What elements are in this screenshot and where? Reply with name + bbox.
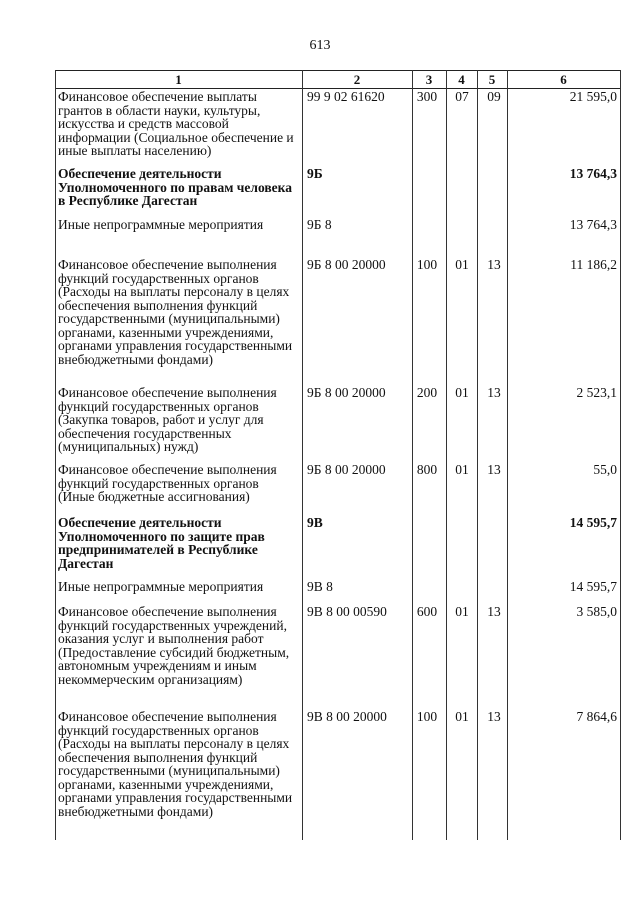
- row-name: Финансовое обеспечение выполнения функций государственных органов (Расходы на выплаты персоналу в целях обеспечения выполнения функций государственными (муниципальными) органами, казенными учреждениями, органами управления государственными внебюджетными фондами): [58, 709, 293, 819]
- row-code: 9Б 8 00 20000: [307, 257, 386, 272]
- header-col-1: 1: [175, 72, 182, 87]
- row-code: 9В 8: [307, 579, 333, 594]
- row-pr: 13: [487, 385, 501, 400]
- header-col-2: 2: [353, 72, 361, 87]
- table-border-right: [620, 70, 621, 840]
- header-col-6: 6: [560, 72, 567, 87]
- row-name: Иные непрограммные мероприятия: [58, 217, 264, 232]
- row-name: Иные непрограммные мероприятия: [58, 579, 264, 594]
- column-divider: [477, 70, 478, 840]
- row-code: 9Б: [307, 166, 323, 181]
- row-pr: 09: [487, 89, 501, 104]
- row-sum: 14 595,7: [569, 515, 617, 530]
- row-rz: 01: [455, 257, 469, 272]
- row-sum: 11 186,2: [570, 257, 617, 272]
- column-divider: [446, 70, 447, 840]
- row-sum: 2 523,1: [576, 385, 617, 400]
- row-name: Финансовое обеспечение выполнения функций государственных органов (Закупка товаров, работ и услуг для обеспечения государственных (муниципальных) нужд): [58, 385, 277, 454]
- row-name: Обеспечение деятельности Уполномоченного по правам человека в Республике Дагестан: [58, 166, 292, 208]
- row-sum: 21 595,0: [569, 89, 617, 104]
- row-code: 9Б 8 00 20000: [307, 462, 386, 477]
- row-name: Финансовое обеспечение выполнения функций государственных учреждений, оказания услуг и выполнения работ (Предоставление субсидий бюджетным, автономным учреждениям и иным некоммерческим организациям): [58, 604, 290, 687]
- row-rz: 01: [455, 462, 469, 477]
- row-pr: 13: [487, 462, 501, 477]
- row-code: 9В 8 00 20000: [307, 709, 387, 724]
- row-code: 9Б 8 00 20000: [307, 385, 386, 400]
- header-col-3: 3: [425, 72, 433, 87]
- row-rz: 01: [455, 385, 469, 400]
- row-vr: 200: [416, 385, 438, 400]
- row-vr: 100: [416, 709, 438, 724]
- table-header: [55, 70, 620, 89]
- row-vr: 100: [416, 257, 438, 272]
- row-code: 9Б 8: [307, 217, 332, 232]
- header-col-5: 5: [488, 72, 496, 87]
- table-border-left: [55, 70, 56, 840]
- row-rz: 01: [455, 709, 469, 724]
- row-sum: 13 764,3: [569, 217, 617, 232]
- row-vr: 600: [416, 604, 438, 619]
- row-name: Финансовое обеспечение выплаты грантов в области науки, культуры, искусства и средств массовой информации (Социальное обеспечение и иные выплаты населению): [58, 89, 294, 158]
- row-code: 9В 8 00 00590: [307, 604, 387, 619]
- row-sum: 7 864,6: [576, 709, 617, 724]
- row-pr: 13: [487, 604, 501, 619]
- row-sum: 14 595,7: [569, 579, 617, 594]
- header-col-4: 4: [458, 72, 465, 87]
- page-number: 613: [309, 38, 331, 53]
- column-divider: [302, 70, 303, 840]
- row-vr: 300: [416, 89, 438, 104]
- row-sum: 13 764,3: [569, 166, 617, 181]
- row-pr: 13: [487, 709, 501, 724]
- row-name: Финансовое обеспечение выполнения функций государственных органов (Расходы на выплаты персоналу в целях обеспечения выполнения функций государственными (муниципальными) органами, казенными учреждениями, органами управления государственными внебюджетными фондами): [58, 257, 293, 367]
- row-sum: 3 585,0: [576, 604, 617, 619]
- row-rz: 07: [455, 89, 469, 104]
- row-sum: 55,0: [593, 462, 617, 477]
- column-divider: [507, 70, 508, 840]
- row-name: Обеспечение деятельности Уполномоченного по защите прав предпринимателей в Республике Дагестан: [58, 515, 265, 571]
- row-rz: 01: [455, 604, 469, 619]
- row-code: 99 9 02 61620: [307, 89, 385, 104]
- row-vr: 800: [416, 462, 438, 477]
- row-pr: 13: [487, 257, 501, 272]
- row-code: 9В: [307, 515, 323, 530]
- column-divider: [412, 70, 413, 840]
- row-name: Финансовое обеспечение выполнения функций государственных органов (Иные бюджетные ассигнования): [58, 462, 277, 504]
